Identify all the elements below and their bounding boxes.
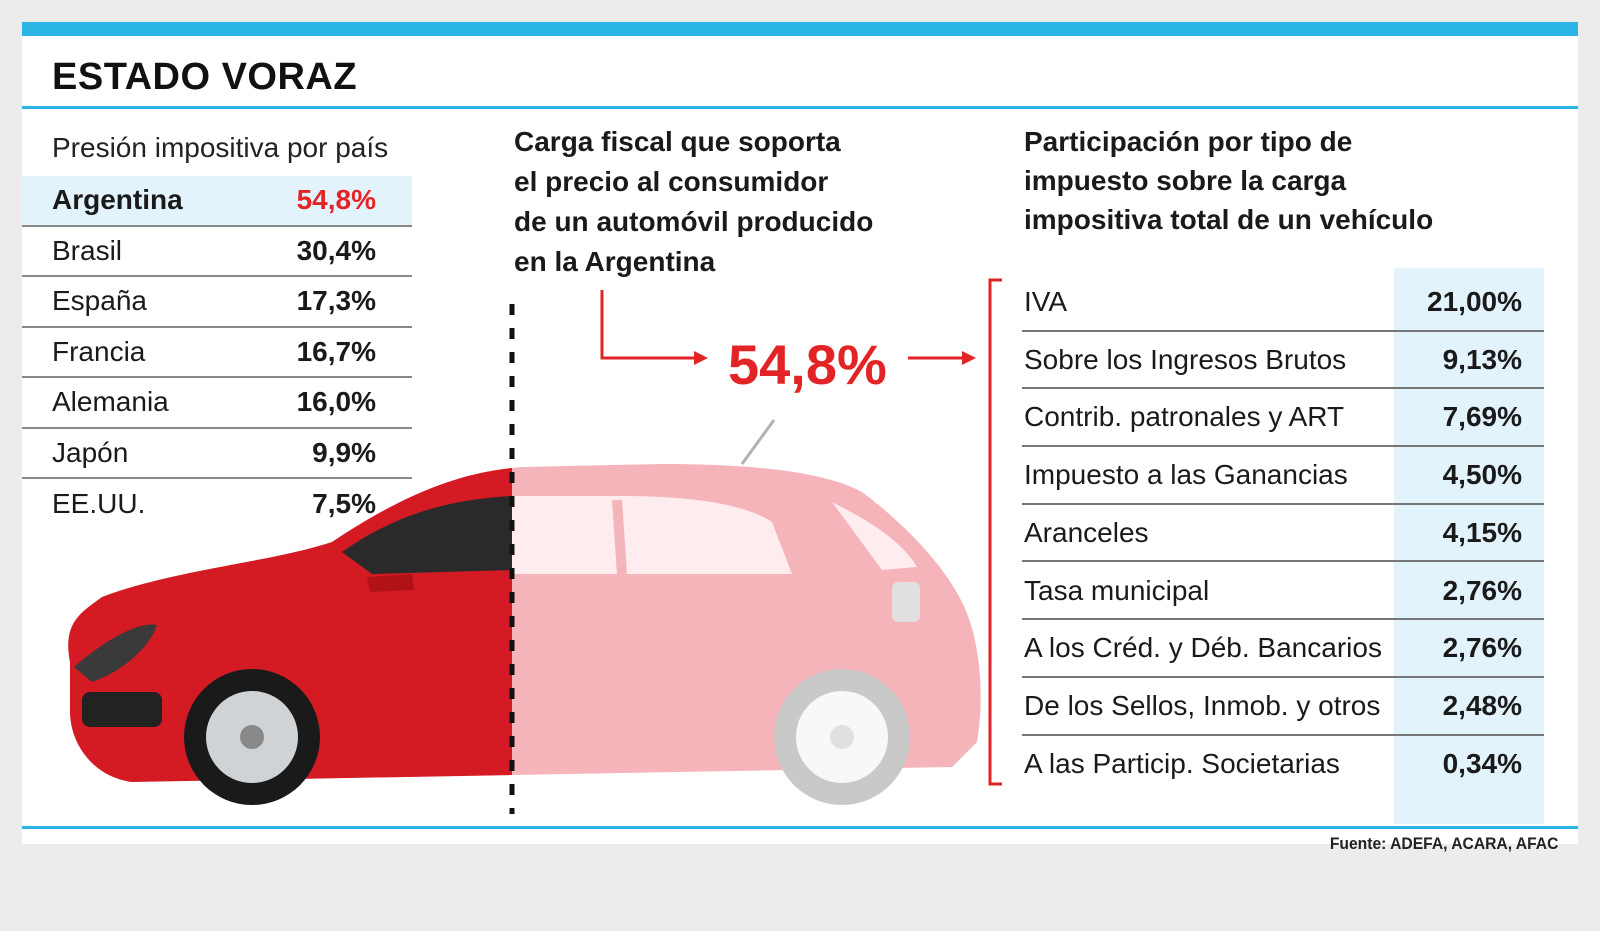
tax-row	[1022, 736, 1544, 794]
red-bracket	[990, 280, 1002, 784]
tax-row	[1022, 274, 1544, 332]
tax-name: Tasa municipal	[1024, 574, 1210, 606]
tax-value: 2,76%	[1442, 632, 1522, 664]
tax-value: 4,15%	[1442, 516, 1522, 548]
country-value: 16,0%	[296, 386, 376, 418]
country-row	[22, 429, 412, 480]
country-name: Argentina	[52, 184, 183, 216]
tax-row	[1022, 332, 1544, 390]
fiscal-burden-line: el precio al consumidor	[514, 166, 829, 197]
tax-row	[1022, 563, 1544, 621]
country-value: 7,5%	[312, 488, 376, 520]
tax-value: 9,13%	[1442, 343, 1522, 375]
country-value: 30,4%	[296, 234, 376, 266]
tax-row	[1022, 620, 1544, 678]
tax-row	[1022, 505, 1544, 563]
country-table-title: Presión impositiva por país	[52, 132, 389, 163]
tax-share-title	[1024, 122, 1564, 239]
tax-value: 2,76%	[1442, 574, 1522, 606]
tax-name: Sobre los Ingresos Brutos	[1024, 343, 1347, 375]
fiscal-burden-title	[514, 122, 934, 282]
tax-row	[1022, 678, 1544, 736]
country-row	[22, 277, 412, 328]
country-value: 17,3%	[296, 285, 376, 317]
country-value: 9,9%	[312, 436, 376, 468]
tax-name: Contrib. patronales y ART	[1024, 401, 1345, 433]
fiscal-burden-line: Carga fiscal que soporta	[514, 126, 841, 157]
fiscal-burden-value: 54,8%	[728, 333, 887, 396]
tax-name: A las Particip. Societarias	[1024, 747, 1340, 779]
source-note: Fuente: ADEFA, ACARA, AFAC	[1329, 834, 1558, 853]
country-name: EE.UU.	[52, 488, 146, 520]
infographic-title: ESTADO VORAZ	[52, 56, 358, 98]
infographic-card	[22, 22, 1578, 853]
tax-value: 7,69%	[1442, 401, 1522, 433]
tax-name: A los Créd. y Déb. Bancarios	[1024, 632, 1382, 664]
country-row	[22, 328, 412, 379]
country-row	[22, 479, 412, 530]
tax-row	[1022, 447, 1544, 505]
tax-share-title-line: impositiva total de un vehículo	[1024, 204, 1434, 235]
country-name: Alemania	[52, 386, 169, 418]
fiscal-burden-line: en la Argentina	[514, 246, 716, 277]
country-value: 54,8%	[296, 184, 376, 216]
tax-value: 4,50%	[1442, 459, 1522, 491]
country-name: Francia	[52, 335, 146, 367]
country-row	[22, 378, 412, 429]
country-row	[22, 176, 412, 227]
tax-row	[1022, 389, 1544, 447]
country-name: Brasil	[52, 234, 123, 266]
tax-value: 2,48%	[1442, 689, 1522, 721]
tax-share-title-line: impuesto sobre la carga	[1024, 165, 1347, 196]
bottom-divider	[22, 826, 1578, 829]
tax-name: Impuesto a las Ganancias	[1024, 459, 1348, 491]
arrow-head-1	[694, 351, 708, 365]
arrow-down-right	[602, 290, 694, 358]
country-value: 16,7%	[296, 335, 376, 367]
tax-name: Aranceles	[1024, 516, 1149, 548]
tax-name: De los Sellos, Inmob. y otros	[1024, 689, 1381, 721]
fiscal-burden-line: de un automóvil producido	[514, 206, 874, 237]
country-row	[22, 227, 412, 278]
country-name: Japón	[52, 436, 129, 468]
tax-value: 21,00%	[1427, 286, 1522, 317]
arrow-head-2	[962, 351, 976, 365]
country-name: España	[52, 285, 147, 317]
tax-name: IVA	[1024, 286, 1068, 317]
tax-value: 0,34%	[1442, 747, 1522, 779]
tax-share-title-line: Participación por tipo de	[1024, 126, 1353, 157]
